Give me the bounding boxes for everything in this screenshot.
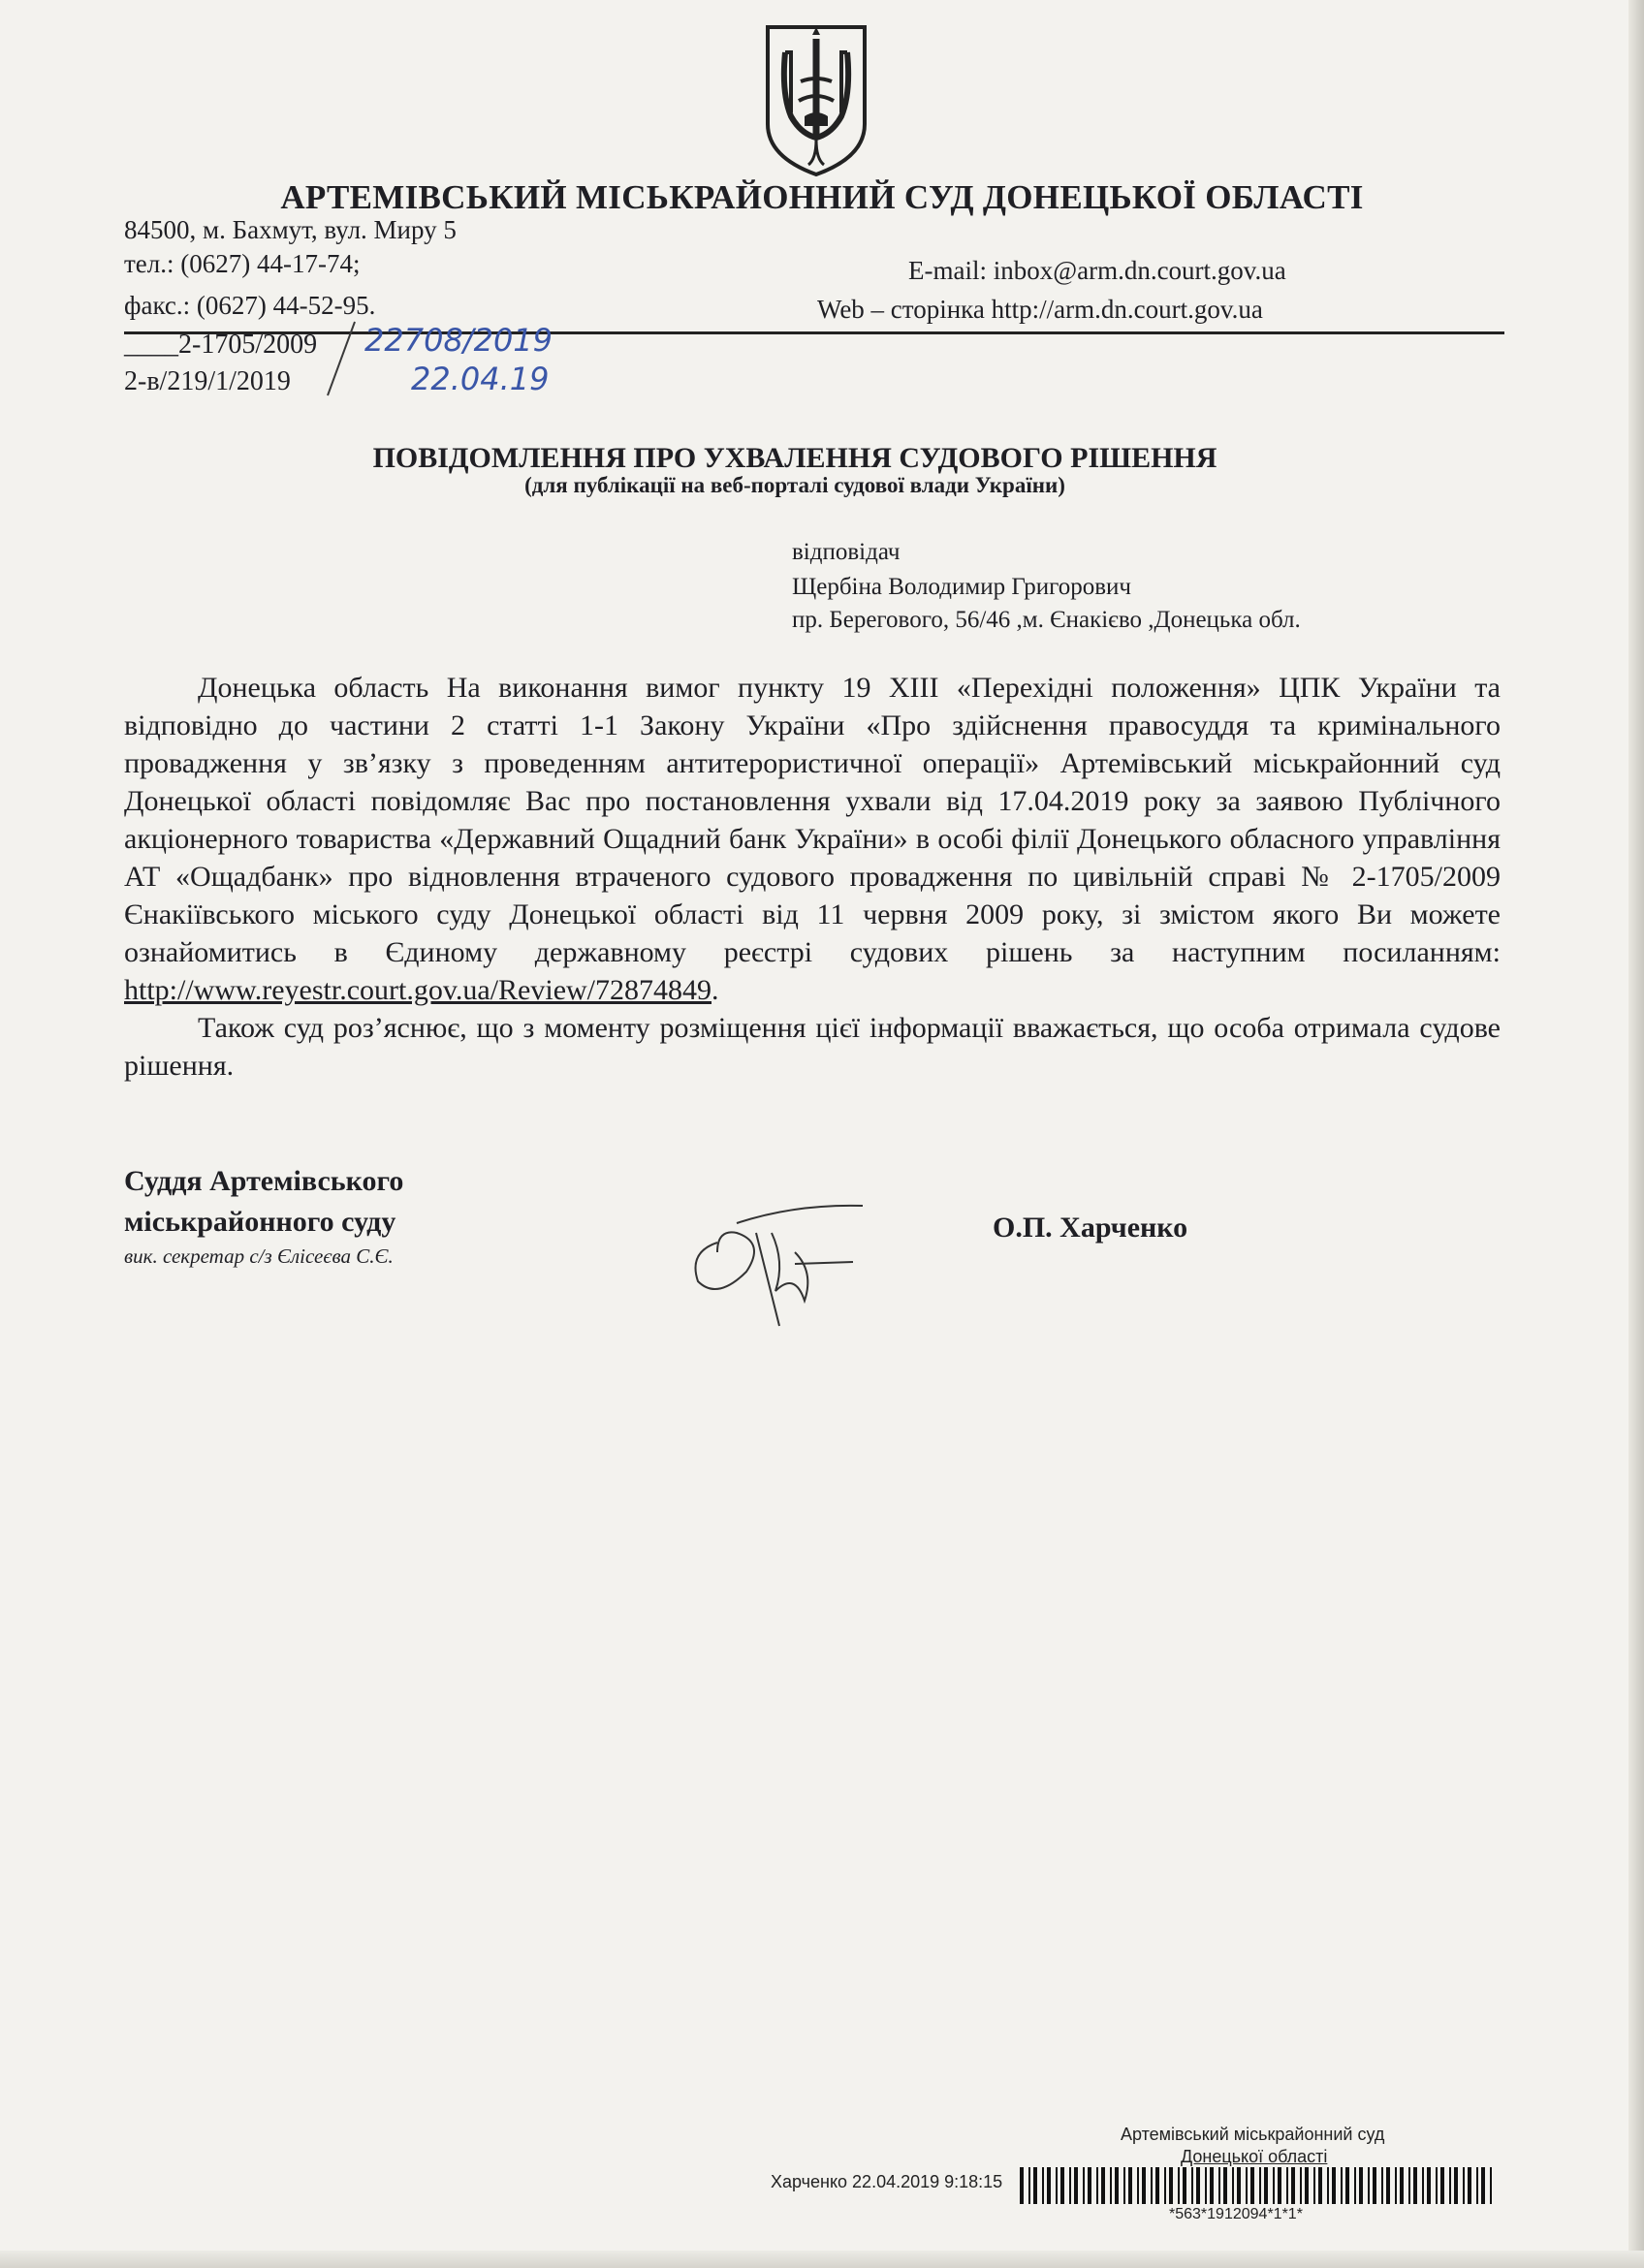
body-paragraph-1 (124, 669, 1501, 1009)
barcode-bar (1155, 2167, 1159, 2204)
barcode-bar (1436, 2167, 1438, 2204)
barcode-bar (1454, 2167, 1458, 2204)
barcode-bar (1359, 2167, 1363, 2204)
barcode-bar (1183, 2167, 1186, 2204)
body-paragraph-2: Також суд роз’яснює, що з моменту розміщення цієї інформації вважається, що особа отримала судове рішення. (124, 1012, 1501, 1082)
barcode-bar (1373, 2167, 1376, 2204)
barcode-bar (1278, 2167, 1281, 2204)
barcode-bar (1128, 2167, 1132, 2204)
barcode-bar (1345, 2167, 1349, 2204)
coat-of-arms-icon (762, 23, 870, 178)
stamp-timestamp: Харченко 22.04.2019 9:18:15 (771, 2172, 1003, 2191)
court-email: E-mail: inbox@arm.dn.court.gov.ua (908, 256, 1286, 285)
barcode-bar (1368, 2167, 1370, 2204)
barcode-bar (1110, 2167, 1112, 2204)
barcode-bar (1169, 2167, 1173, 2204)
barcode-bar (1381, 2167, 1383, 2204)
barcode-bar (1490, 2167, 1492, 2204)
registry-link[interactable]: http://www.reyestr.court.gov.ua/Review/72874849 (124, 974, 712, 1006)
barcode-bar (1028, 2167, 1030, 2204)
notice-body (124, 669, 1501, 1085)
barcode-bar (1400, 2167, 1404, 2204)
court-fax: факс.: (0627) 44-52-95. (124, 291, 376, 320)
barcode-bar (1395, 2167, 1397, 2204)
barcode-bar (1413, 2167, 1417, 2204)
barcode-bar (1476, 2167, 1478, 2204)
barcode-bar (1033, 2167, 1037, 2204)
barcode-bar (1408, 2167, 1410, 2204)
barcode-bar (1318, 2167, 1322, 2204)
case-number: ____2-1705/2009 (124, 330, 318, 360)
body-paragraph-1-text: Донецька область На виконання вимог пункту 19 XIII «Перехідні положення» ЦПК України та відповідно до частини 2 статті 1-1 Закону України «Про здійснення правосуддя та кримінального провадження у зв’язку з проведенням антитерористичної операції» Артемівський міськрайонний суд Донецької області повідомляє Вас про постановлення ухвали від 17.04.2019 року за заявою Публічного акціонерного товариства «Державний Ощадний банк України» в особі філії Донецького обласного управління АТ «Ощадбанк» про відновлення втраченого судового провадження по цивільній справі № 2-1705/2009 Єнакіївського міського суду Донецької області від 11 червня 2009 року, зі змістом якого Ви можете ознайомитись в Єдиному державному реєстрі судових рішень за наступним посиланням: (124, 672, 1501, 968)
barcode-bar (1259, 2167, 1261, 2204)
recipient-role: відповідач (792, 539, 901, 565)
barcode-bar (1449, 2167, 1451, 2204)
barcode-bar (1047, 2167, 1051, 2204)
court-address: 84500, м. Бахмут, вул. Миру 5 (124, 215, 457, 244)
barcode-bar (1273, 2167, 1275, 2204)
barcode-bar (1468, 2167, 1471, 2204)
barcode-bar (1341, 2167, 1343, 2204)
barcode-bar (1164, 2167, 1166, 2204)
barcode-bar (1286, 2167, 1288, 2204)
barcode-bar (1440, 2167, 1444, 2204)
notice-subtitle: (для публікації на веб-порталі судової влади України) (524, 473, 1065, 497)
handwritten-registration: 22708/2019 (364, 322, 553, 359)
handwritten-signature (679, 1194, 872, 1330)
barcode-bar (1115, 2167, 1119, 2204)
barcode-bar (1291, 2167, 1295, 2204)
barcode-bar (1237, 2167, 1241, 2204)
scan-edge-right (1628, 0, 1644, 2268)
court-website: Web – сторінка http://arm.dn.court.gov.ua (817, 295, 1263, 324)
barcode-bar (1327, 2167, 1329, 2204)
barcode-bar (1088, 2167, 1091, 2204)
barcode-bar (1096, 2167, 1098, 2204)
barcode-bar (1123, 2167, 1125, 2204)
barcode-bar (1427, 2167, 1431, 2204)
judge-name: О.П. Харченко (993, 1212, 1188, 1244)
barcode-bar (1083, 2167, 1085, 2204)
stamp-region: Донецької області (1181, 2147, 1328, 2166)
barcode-bar (1246, 2167, 1248, 2204)
barcode-bar (1218, 2167, 1220, 2204)
barcode-bar (1142, 2167, 1146, 2204)
recipient-name: Щербіна Володимир Григорович (792, 574, 1131, 600)
barcode-bar (1151, 2167, 1153, 2204)
barcode-bar (1210, 2167, 1214, 2204)
barcode-bar (1074, 2167, 1078, 2204)
barcode-bar (1205, 2167, 1207, 2204)
court-phone: тел.: (0627) 44-17-74; (124, 249, 361, 278)
barcode-bar (1463, 2167, 1465, 2204)
court-title: АРТЕМІВСЬКИЙ МІСЬКРАЙОННИЙ СУД ДОНЕЦЬКОЇ ОБЛАСТІ (280, 178, 1364, 216)
barcode-bar (1137, 2167, 1139, 2204)
stamp-court-name: Артемівський міськрайонний суд (1121, 2125, 1385, 2144)
barcode-code: *563*1912094*1*1* (1169, 2206, 1303, 2220)
barcode-bar (1422, 2167, 1424, 2204)
barcode-bar (1056, 2167, 1058, 2204)
barcode-bar (1300, 2167, 1302, 2204)
barcode-bar (1020, 2167, 1024, 2204)
notice-title: ПОВІДОМЛЕННЯ ПРО УХВАЛЕННЯ СУДОВОГО РІШЕННЯ (372, 442, 1217, 474)
barcode-bar (1386, 2167, 1390, 2204)
barcode-bar (1250, 2167, 1254, 2204)
barcode-bar (1223, 2167, 1227, 2204)
body-paragraph-1-end: . (711, 974, 719, 1006)
barcode-bar (1042, 2167, 1044, 2204)
barcode-bar (1481, 2167, 1485, 2204)
handwritten-date: 22.04.19 (411, 361, 550, 397)
barcode-bar (1305, 2167, 1309, 2204)
barcode-bar (1101, 2167, 1105, 2204)
barcode-bar (1264, 2167, 1268, 2204)
barcode-bar (1060, 2167, 1064, 2204)
recipient-address: пр. Берегового, 56/46 ,м. Єнакієво ,Донецька обл. (792, 607, 1301, 633)
proceeding-number: 2-в/219/1/2019 (124, 366, 291, 396)
barcode-bar (1354, 2167, 1356, 2204)
scan-edge-bottom (0, 2251, 1644, 2268)
barcode-bar (1178, 2167, 1180, 2204)
barcode-bar (1232, 2167, 1234, 2204)
signatory-position-line2: міськрайонного суду (124, 1206, 396, 1238)
barcode-bar (1196, 2167, 1200, 2204)
signatory-position-line1: Суддя Артемівського (124, 1165, 404, 1197)
barcode-bar (1332, 2167, 1336, 2204)
secretary-note: вик. секретар с/з Єлісеєва С.Є. (124, 1244, 394, 1268)
barcode-bar (1069, 2167, 1071, 2204)
barcode-bar (1313, 2167, 1315, 2204)
barcode-bar (1191, 2167, 1193, 2204)
barcode-icon (1020, 2167, 1493, 2204)
handwritten-slash (320, 318, 359, 399)
